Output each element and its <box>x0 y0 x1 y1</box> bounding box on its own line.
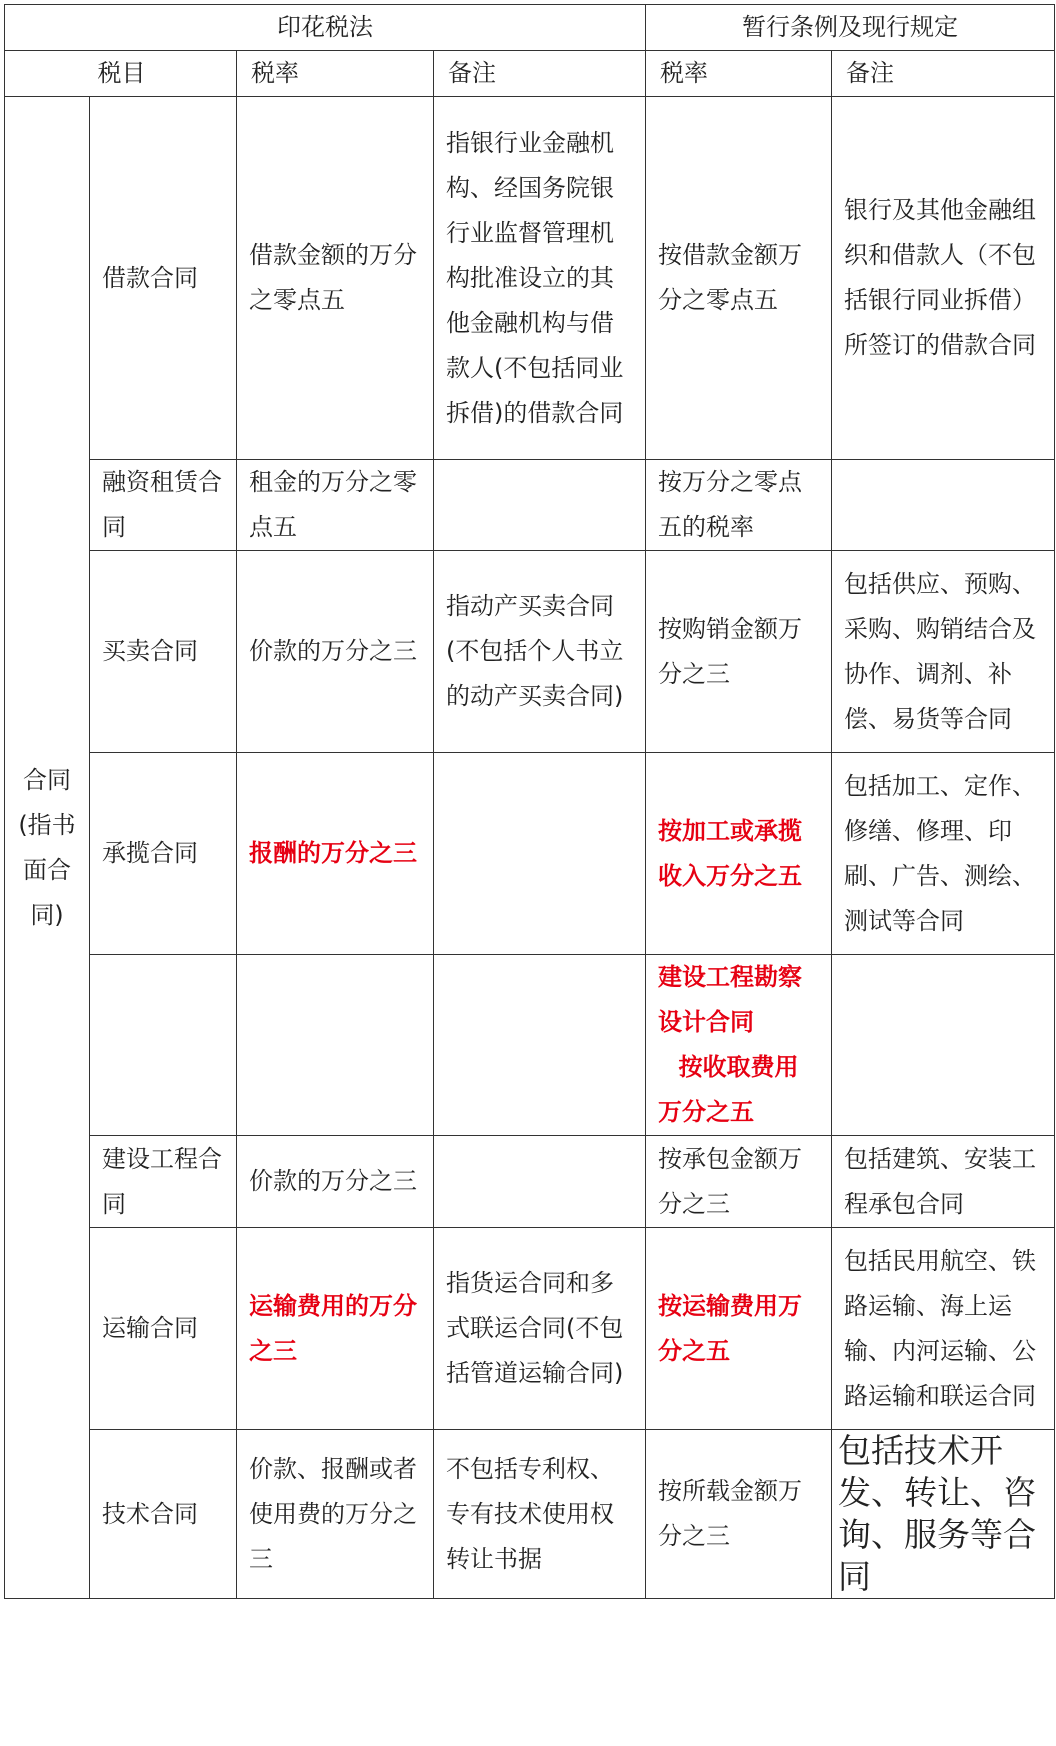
table-row <box>5 1136 1055 1228</box>
col-note-reg: 备注 <box>832 51 1055 97</box>
law-note-cell: 指银行业金融机构、经国务院银行业监督管理机构批准设立的其他金融机构与借款人(不包括同业拆借)的借款合同 <box>434 97 646 460</box>
col-rate-law: 税率 <box>237 51 434 97</box>
col-rate-reg: 税率 <box>646 51 832 97</box>
law-note-cell <box>434 955 646 1136</box>
reg-note-cell: 包括建筑、安装工程承包合同 <box>832 1136 1055 1228</box>
reg-note-cell: 包括加工、定作、修缮、修理、印刷、广告、测绘、测试等合同 <box>832 753 1055 955</box>
reg-rate-cell: 按承包金额万分之三 <box>646 1136 832 1228</box>
law-rate-cell: 报酬的万分之三 <box>237 753 434 955</box>
reg-note-cell <box>832 460 1055 551</box>
table-row <box>5 97 1055 460</box>
table-row <box>5 1430 1055 1599</box>
law-rate-cell: 价款、报酬或者使用费的万分之三 <box>237 1430 434 1599</box>
reg-rate-cell: 按运输费用万分之五 <box>646 1228 832 1430</box>
law-rate-cell: 租金的万分之零点五 <box>237 460 434 551</box>
tax-comparison-table <box>4 4 1055 1599</box>
reg-rate-cell: 按万分之零点五的税率 <box>646 460 832 551</box>
item-cell: 买卖合同 <box>90 551 237 753</box>
category-cell: 合同(指书面合同) <box>5 97 90 1599</box>
law-rate-cell: 价款的万分之三 <box>237 551 434 753</box>
reg-rate-line2: 万分之五 <box>658 1098 754 1126</box>
item-cell: 建设工程合同 <box>90 1136 237 1228</box>
col-item: 税目 <box>5 51 237 97</box>
item-cell: 运输合同 <box>90 1228 237 1430</box>
reg-rate-cell <box>646 955 832 1136</box>
header-row-2 <box>5 51 1055 97</box>
reg-note-cell: 包括供应、预购、采购、购销结合及协作、调剂、补偿、易货等合同 <box>832 551 1055 753</box>
law-note-cell <box>434 460 646 551</box>
col-note-law: 备注 <box>434 51 646 97</box>
item-cell: 借款合同 <box>90 97 237 460</box>
header-row-1 <box>5 5 1055 51</box>
table-row <box>5 1228 1055 1430</box>
law-note-cell <box>434 753 646 955</box>
reg-note-cell <box>832 955 1055 1136</box>
law-rate-cell <box>237 955 434 1136</box>
law-note-cell: 不包括专利权、专有技术使用权转让书据 <box>434 1430 646 1599</box>
table-row <box>5 955 1055 1136</box>
table-row <box>5 460 1055 551</box>
reg-rate-cell: 按所载金额万分之三 <box>646 1430 832 1599</box>
header-law: 印花税法 <box>5 5 646 51</box>
reg-rate-cell: 按借款金额万分之零点五 <box>646 97 832 460</box>
reg-rate-line1: 按收取费用 <box>678 1053 799 1081</box>
reg-rate-cell: 按购销金额万分之三 <box>646 551 832 753</box>
item-cell: 承揽合同 <box>90 753 237 955</box>
law-note-cell: 指动产买卖合同(不包括个人书立的动产买卖合同) <box>434 551 646 753</box>
reg-rate-cell: 按加工或承揽收入万分之五 <box>646 753 832 955</box>
law-rate-cell: 借款金额的万分之零点五 <box>237 97 434 460</box>
reg-note-cell: 包括技术开发、转让、咨询、服务等合同 <box>832 1430 1055 1599</box>
header-regulation: 暂行条例及现行规定 <box>646 5 1055 51</box>
table-row <box>5 753 1055 955</box>
reg-rate-title: 建设工程勘察设计合同 <box>658 963 802 1036</box>
law-rate-cell: 价款的万分之三 <box>237 1136 434 1228</box>
item-cell <box>90 955 237 1136</box>
law-note-cell <box>434 1136 646 1228</box>
reg-note-cell: 包括民用航空、铁路运输、海上运输、内河运输、公路运输和联运合同 <box>832 1228 1055 1430</box>
law-note-cell: 指货运合同和多式联运合同(不包括管道运输合同) <box>434 1228 646 1430</box>
item-cell: 技术合同 <box>90 1430 237 1599</box>
item-cell: 融资租赁合同 <box>90 460 237 551</box>
table-row <box>5 551 1055 753</box>
law-rate-cell: 运输费用的万分之三 <box>237 1228 434 1430</box>
reg-note-cell: 银行及其他金融组织和借款人（不包括银行同业拆借）所签订的借款合同 <box>832 97 1055 460</box>
